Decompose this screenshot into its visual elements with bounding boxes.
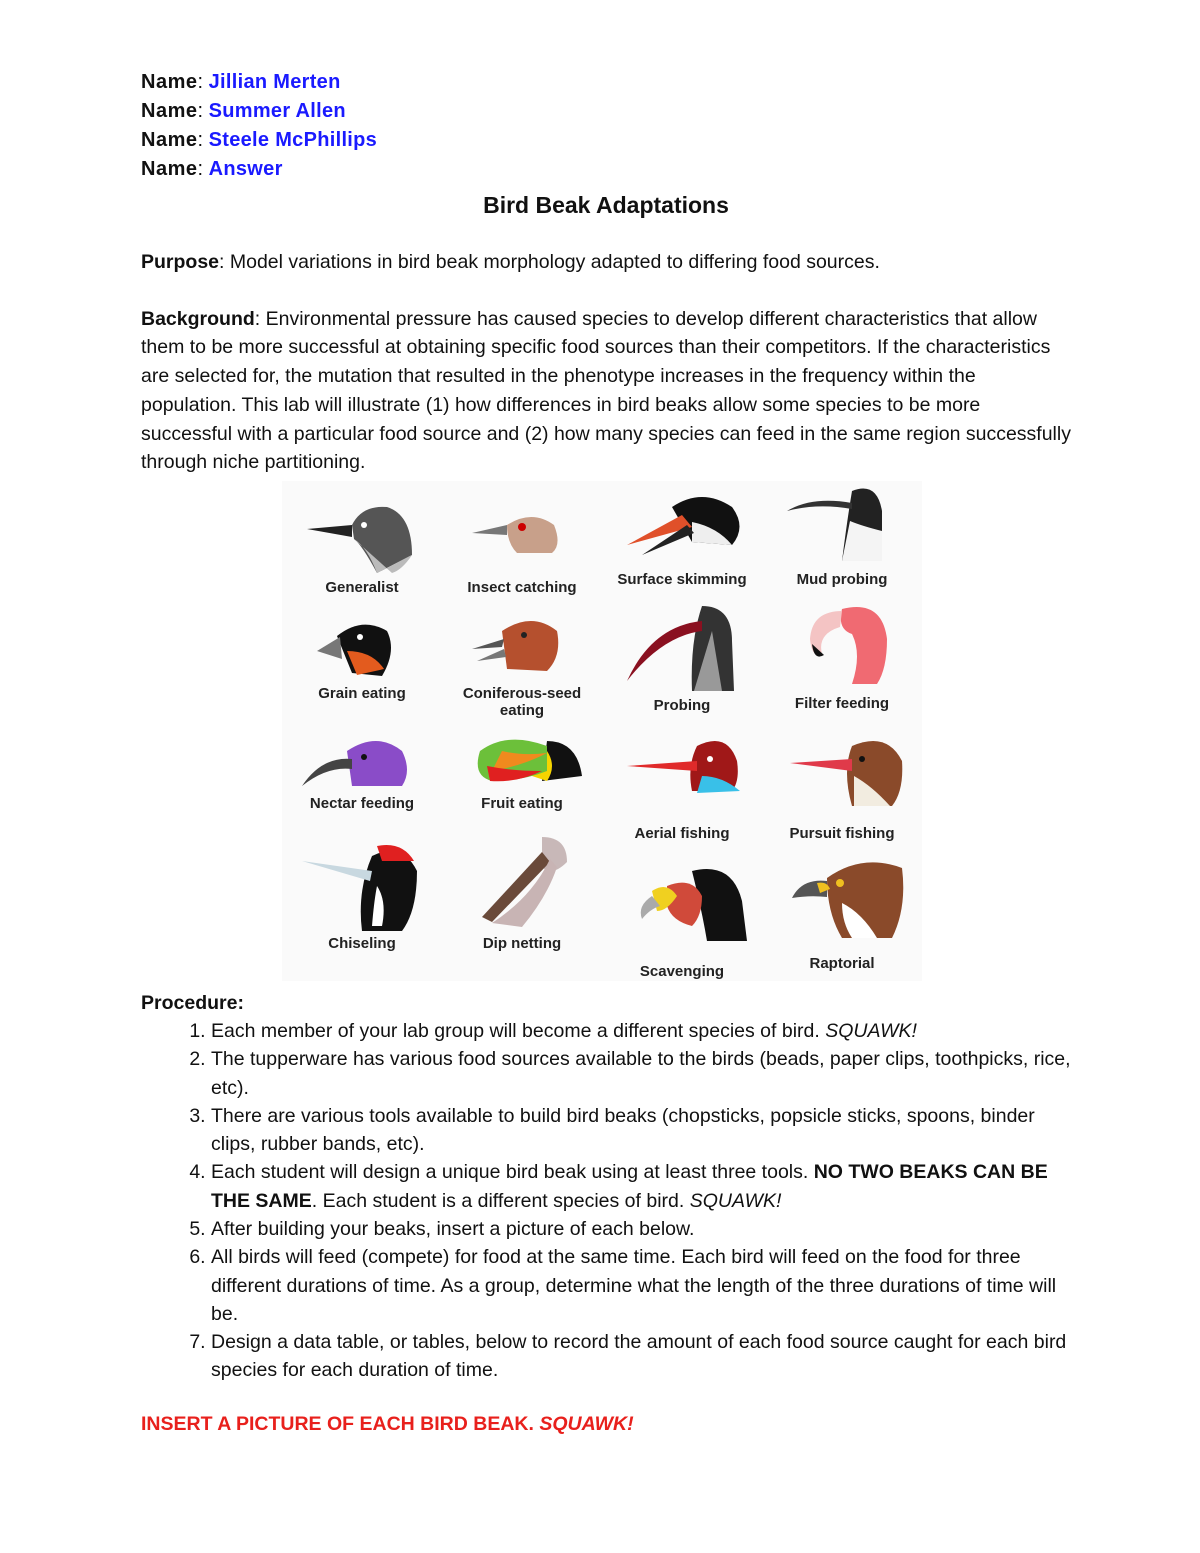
nectar-feeding-beak: Nectar feeding xyxy=(282,731,442,841)
mud-probing-bird-icon xyxy=(782,481,902,566)
dip-netting-beak: Dip netting xyxy=(442,837,602,947)
nectar-feeding-bird-icon xyxy=(302,731,432,801)
surface-skimming-beak: Surface skimming xyxy=(602,487,762,597)
generalist-bird-icon xyxy=(302,495,422,575)
dip-netting-bird-icon xyxy=(462,837,592,937)
bird-beak-figure xyxy=(282,481,922,981)
scavenging-bird-icon xyxy=(622,861,752,951)
purpose-paragraph: Purpose: Model variations in bird beak morphology adapted to differing food sources. xyxy=(141,251,880,273)
probing-beak: Probing xyxy=(602,601,762,711)
list-item: 5. After building your beaks, insert a picture of each below. xyxy=(211,1215,1071,1243)
list-item: 3. There are various tools available to build bird beaks (chopsticks, popsicle sticks, spoons, binder clips, rubber bands, etc). xyxy=(211,1102,1071,1159)
insect-catching-bird-icon xyxy=(462,495,582,575)
raptorial-bird-icon xyxy=(782,853,912,943)
probing-bird-icon xyxy=(622,601,752,691)
procedure-list xyxy=(141,1017,1071,1385)
fruit-eating-beak: Fruit eating xyxy=(442,731,602,841)
name-line: Name: Answer xyxy=(141,158,283,180)
coniferous-seed-eating-beak: Coniferous-seed eating xyxy=(442,611,602,721)
grain-eating-bird-icon xyxy=(302,611,422,681)
list-item: 4. Each student will design a unique bird beak using at least three tools. NO TWO BEAKS CAN BE THE SAME. Each student is a different species of bird. SQUAWK! xyxy=(211,1158,1071,1215)
pursuit-fishing-bird-icon xyxy=(782,731,912,811)
background-paragraph: Background: Environmental pressure has caused species to develop different characteristics that allow them to be more successful at obtaining specific food sources than their competitors. If the characteristics are selected for, the mutation that resulted in the phenotype increases in the frequency within the population. This lab will illustrate (1) how differences in bird beaks allow some species to be more successful with a particular food source and (2) how many species can feed in the same region successfully through niche partitioning. xyxy=(141,307,1071,474)
names-block xyxy=(141,68,1071,184)
name-line: Name: Steele McPhillips xyxy=(141,129,378,151)
list-item: 6. All birds will feed (compete) for food at the same time. Each bird will feed on the food for three different durations of time. As a group, determine what the length of the three durations of time will be. xyxy=(211,1243,1071,1328)
list-item: 2. The tupperware has various food sources available to the birds (beads, paper clips, toothpicks, rice, etc). xyxy=(211,1045,1071,1102)
document-page xyxy=(141,68,1071,1436)
name-line: Name: Jillian Merten xyxy=(141,71,341,93)
filter-feeding-beak: Filter feeding xyxy=(762,599,922,709)
scavenging-beak: Scavenging xyxy=(602,861,762,971)
list-item: 7. Design a data table, or tables, below to record the amount of each food source caught for each bird species for each duration of time. xyxy=(211,1328,1071,1385)
insect-catching-beak: Insect catching xyxy=(442,495,602,605)
chiseling-beak: Chiseling xyxy=(282,841,442,951)
grain-eating-beak: Grain eating xyxy=(282,611,442,721)
fruit-eating-bird-icon xyxy=(462,731,592,801)
pursuit-fishing-beak: Pursuit fishing xyxy=(762,731,922,841)
aerial-fishing-beak: Aerial fishing xyxy=(602,731,762,841)
coniferous-seed-bird-icon xyxy=(462,611,582,681)
surface-skimming-bird-icon xyxy=(622,487,752,567)
name-line: Name: Summer Allen xyxy=(141,100,346,122)
aerial-fishing-bird-icon xyxy=(622,731,752,811)
insert-picture-instruction: INSERT A PICTURE OF EACH BIRD BEAK. SQUAWK! xyxy=(141,1412,634,1435)
mud-probing-beak: Mud probing xyxy=(762,481,922,591)
generalist-beak: Generalist xyxy=(282,495,442,605)
procedure-heading: Procedure: xyxy=(141,991,244,1014)
page-title: Bird Beak Adaptations xyxy=(483,192,729,218)
filter-feeding-bird-icon xyxy=(782,599,902,689)
raptorial-beak: Raptorial xyxy=(762,853,922,963)
list-item: 1. Each member of your lab group will become a different species of bird. SQUAWK! xyxy=(211,1017,1071,1045)
chiseling-bird-icon xyxy=(302,841,432,931)
